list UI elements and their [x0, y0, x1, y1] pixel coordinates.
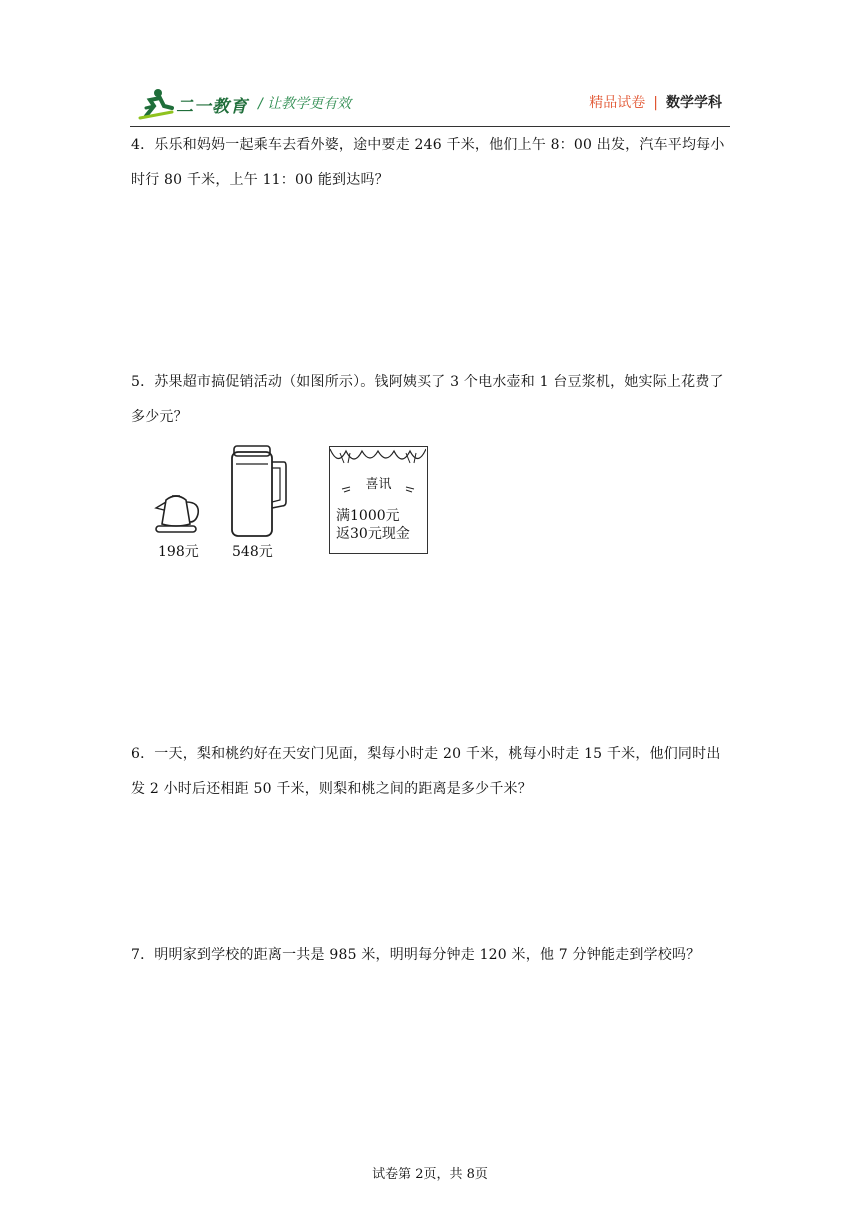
- question-6: 6．一天，梨和桃约好在天安门见面，梨每小时走 20 千米，桃每小时走 15 千米，他们同时出发 2 小时后还相距 50 千米，则梨和桃之间的距离是多少千米？: [131, 746, 721, 797]
- header-divider: [130, 126, 730, 127]
- kettle-price: 198元: [158, 544, 199, 560]
- question-4: 4．乐乐和妈妈一起乘车去看外婆，途中要走 246 千米，他们上午 8：00 出发，汽车平均每小时行 80 千米，上午 11：00 能到达吗？: [131, 137, 725, 188]
- logo-text: 二一教育: [176, 97, 248, 117]
- electric-kettle-icon: [150, 488, 206, 538]
- question-7: 7．明明家到学校的距离一共是 985 米，明明每分钟走 120 米，他 7 分钟能走到学校吗？: [131, 947, 701, 963]
- subject-label: 数学学科: [666, 95, 722, 111]
- premium-paper-tag: 精品试卷: [589, 95, 646, 111]
- promo-line-2: 返30元现金: [336, 526, 410, 542]
- header-right: [589, 92, 722, 112]
- slogan: / 让教学更有效: [258, 96, 352, 112]
- promo-line-1: 满1000元: [336, 508, 400, 524]
- promo-title: 喜讯: [365, 477, 392, 492]
- curtain-decoration-icon: [330, 447, 426, 469]
- promotion-sign: [329, 446, 428, 554]
- runner-logo-icon: [136, 86, 176, 122]
- soymilk-maker-icon: [224, 442, 290, 540]
- header-separator: |: [653, 95, 658, 111]
- sparkle-decoration-icon: [340, 483, 416, 493]
- promotion-figure: [140, 440, 440, 565]
- question-5: 5．苏果超市搞促销活动（如图所示）。钱阿姨买了 3 个电水壶和 1 台豆浆机，她实际上花费了多少元？: [131, 374, 724, 425]
- page-header: [130, 80, 730, 128]
- soymilk-maker-price: 548元: [232, 544, 273, 560]
- page-footer: 试卷第 2页，共 8页: [372, 1167, 488, 1182]
